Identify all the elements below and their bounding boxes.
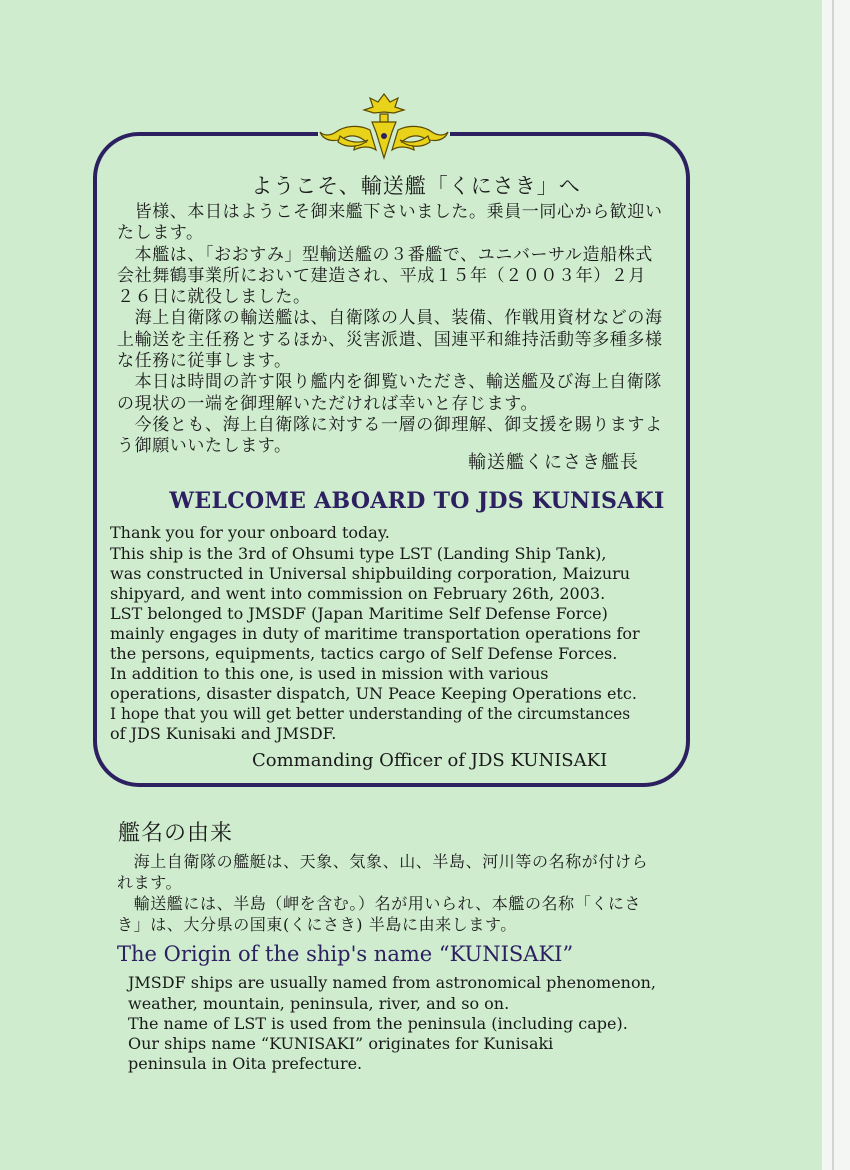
page-edge	[822, 0, 850, 1170]
welcome-text-en-line: of JDS Kunisaki and JMSDF.	[110, 724, 337, 743]
welcome-text-en-line: In addition to this one, is used in mission with various	[110, 664, 549, 683]
welcome-text-jp-line: う御願いいたします。	[117, 436, 292, 456]
origin-text-en-line: JMSDF ships are usually named from astronomical phenomenon,	[128, 973, 656, 992]
welcome-text-en-line: Thank you for your onboard today.	[110, 523, 390, 542]
welcome-text-jp-line: たします。	[117, 223, 204, 243]
welcome-text-jp-line: 会社舞鶴事業所において建造され、平成１５年（２００３年）２月	[117, 266, 647, 286]
captain-signature-jp: 輸送艦くにさき艦長	[468, 452, 639, 473]
origin-text-jp-line: れます。	[117, 873, 183, 892]
welcome-text-en-line: This ship is the 3rd of Ohsumi type LST (Landing Ship Tank),	[110, 544, 607, 563]
origin-text-en-line: The name of LST is used from the peninsula (including cape).	[128, 1014, 628, 1033]
welcome-text-jp-line: 上輸送を主任務とするほか、災害派遣、国連平和維持活動等多種多様	[117, 330, 663, 350]
welcome-title-en: WELCOME ABOARD TO JDS KUNISAKI	[169, 488, 665, 514]
welcome-text-en-line: was constructed in Universal shipbuilding corporation, Maizuru	[110, 564, 631, 583]
page-edge-line	[832, 0, 834, 1170]
welcome-text-jp-line: 本艦は、「おおすみ」型輸送艦の３番艦で、ユニバーサル造船株式	[117, 245, 653, 265]
origin-text-en-line: peninsula in Oita prefecture.	[128, 1054, 363, 1073]
welcome-text-jp-line: 本日は時間の許す限り艦内を御覧いただき、輸送艦及び海上自衛隊	[117, 372, 662, 392]
origin-title-en: The Origin of the ship's name “KUNISAKI”	[117, 942, 574, 966]
origin-text-jp-line: 海上自衛隊の艦艇は、天象、気象、山、半島、河川等の名称が付けら	[117, 852, 649, 871]
jmsdf-surface-warfare-badge-icon	[318, 90, 450, 162]
welcome-text-en-line: the persons, equipments, tactics cargo of Self Defense Forces.	[110, 644, 618, 663]
welcome-text-en-line: mainly engages in duty of maritime transportation operations for	[110, 624, 640, 643]
origin-text-jp-line: き」は、大分県の国東(くにさき) 半島に由来します。	[117, 915, 517, 934]
origin-text-jp-line: 輸送艦には、半島（岬を含む。）名が用いられ、本艦の名称「くにさ	[117, 894, 642, 913]
origin-text-en-line: Our ships name “KUNISAKI” originates for Kunisaki	[128, 1034, 554, 1053]
welcome-text-jp-line: 皆様、本日はようこそ御来艦下さいました。乗員一同心から歓迎い	[117, 202, 663, 222]
welcome-text-jp-line: 今後とも、海上自衛隊に対する一層の御理解、御支援を賜りますよ	[117, 415, 663, 435]
welcome-text-en-line: operations, disaster dispatch, UN Peace Keeping Operations etc.	[110, 684, 637, 703]
welcome-title-jp: ようこそ、輸送艦「くにさき」へ	[251, 174, 581, 198]
welcome-text-jp-line: な任務に従事します。	[117, 351, 292, 371]
welcome-text-jp-line: 海上自衛隊の輸送艦は、自衛隊の人員、装備、作戦用資材などの海	[117, 308, 663, 328]
welcome-text-jp-line: ２６日に就役しました。	[117, 287, 311, 307]
welcome-text-en-line: shipyard, and went into commission on February 26th, 2003.	[110, 584, 606, 603]
welcome-text-en-line: LST belonged to JMSDF (Japan Maritime Self Defense Force)	[110, 604, 608, 623]
origin-title-jp: 艦名の由来	[118, 821, 234, 846]
origin-text-en-line: weather, mountain, peninsula, river, and so on.	[128, 994, 510, 1013]
welcome-text-jp-line: の現状の一端を御理解いただければ幸いと存じます。	[117, 394, 539, 414]
welcome-text-en-line: I hope that you will get better understanding of the circumstances	[110, 705, 631, 723]
captain-signature-en: Commanding Officer of JDS KUNISAKI	[252, 750, 608, 771]
